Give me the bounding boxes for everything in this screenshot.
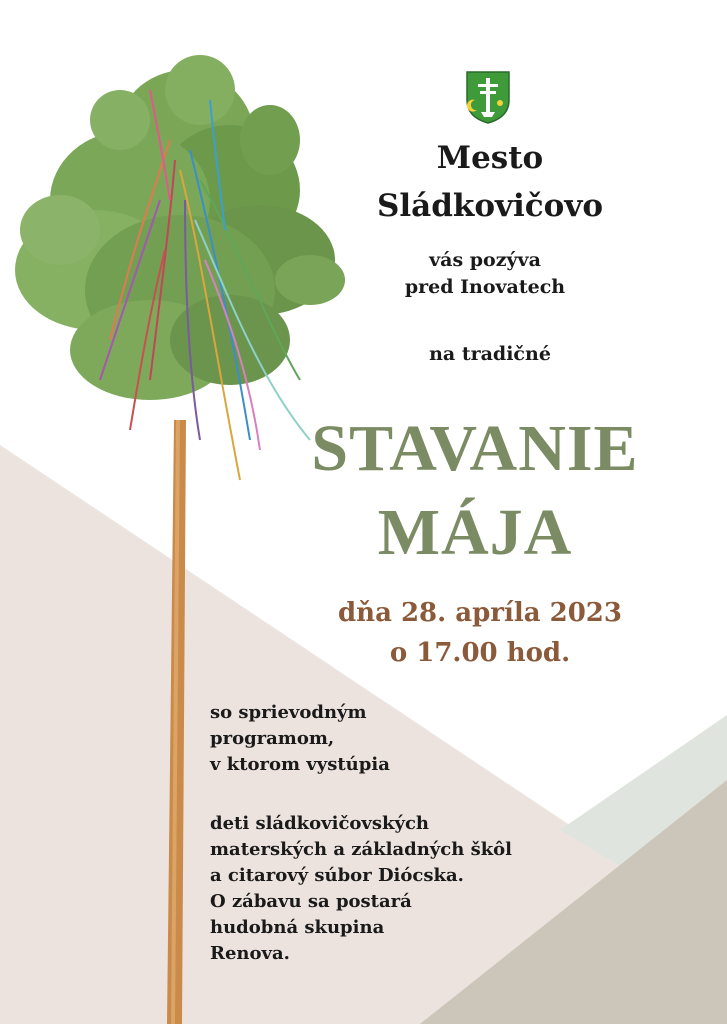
program-line: deti sládkovičovských: [210, 813, 429, 834]
invite-line-1: vás pozýva: [429, 249, 541, 271]
program-line: Renova.: [210, 943, 290, 964]
city-label: Mesto: [436, 140, 544, 176]
city-name: Sládkovičovo: [376, 188, 604, 224]
traditional-label: na tradičné: [429, 343, 551, 365]
program-line: so sprievodným: [210, 702, 367, 723]
program-line: materských a základných škôl: [210, 839, 513, 860]
program-line: a citarový súbor Diócska.: [210, 865, 464, 886]
event-title-line-1: STAVANIE: [311, 412, 639, 485]
event-title-line-2: MÁJA: [377, 496, 573, 569]
program-line: v ktorom vystúpia: [210, 754, 390, 775]
program-line: O zábavu sa postará: [210, 891, 412, 912]
invite-line-2: pred Inovatech: [404, 276, 566, 298]
program-line: programom,: [210, 728, 335, 749]
coat-of-arms-icon: [465, 70, 511, 124]
event-time: o 17.00 hod.: [389, 638, 571, 668]
program-line: hudobná skupina: [210, 917, 385, 938]
maypole-foliage: [15, 55, 345, 400]
event-date: dňa 28. apríla 2023: [337, 598, 622, 628]
